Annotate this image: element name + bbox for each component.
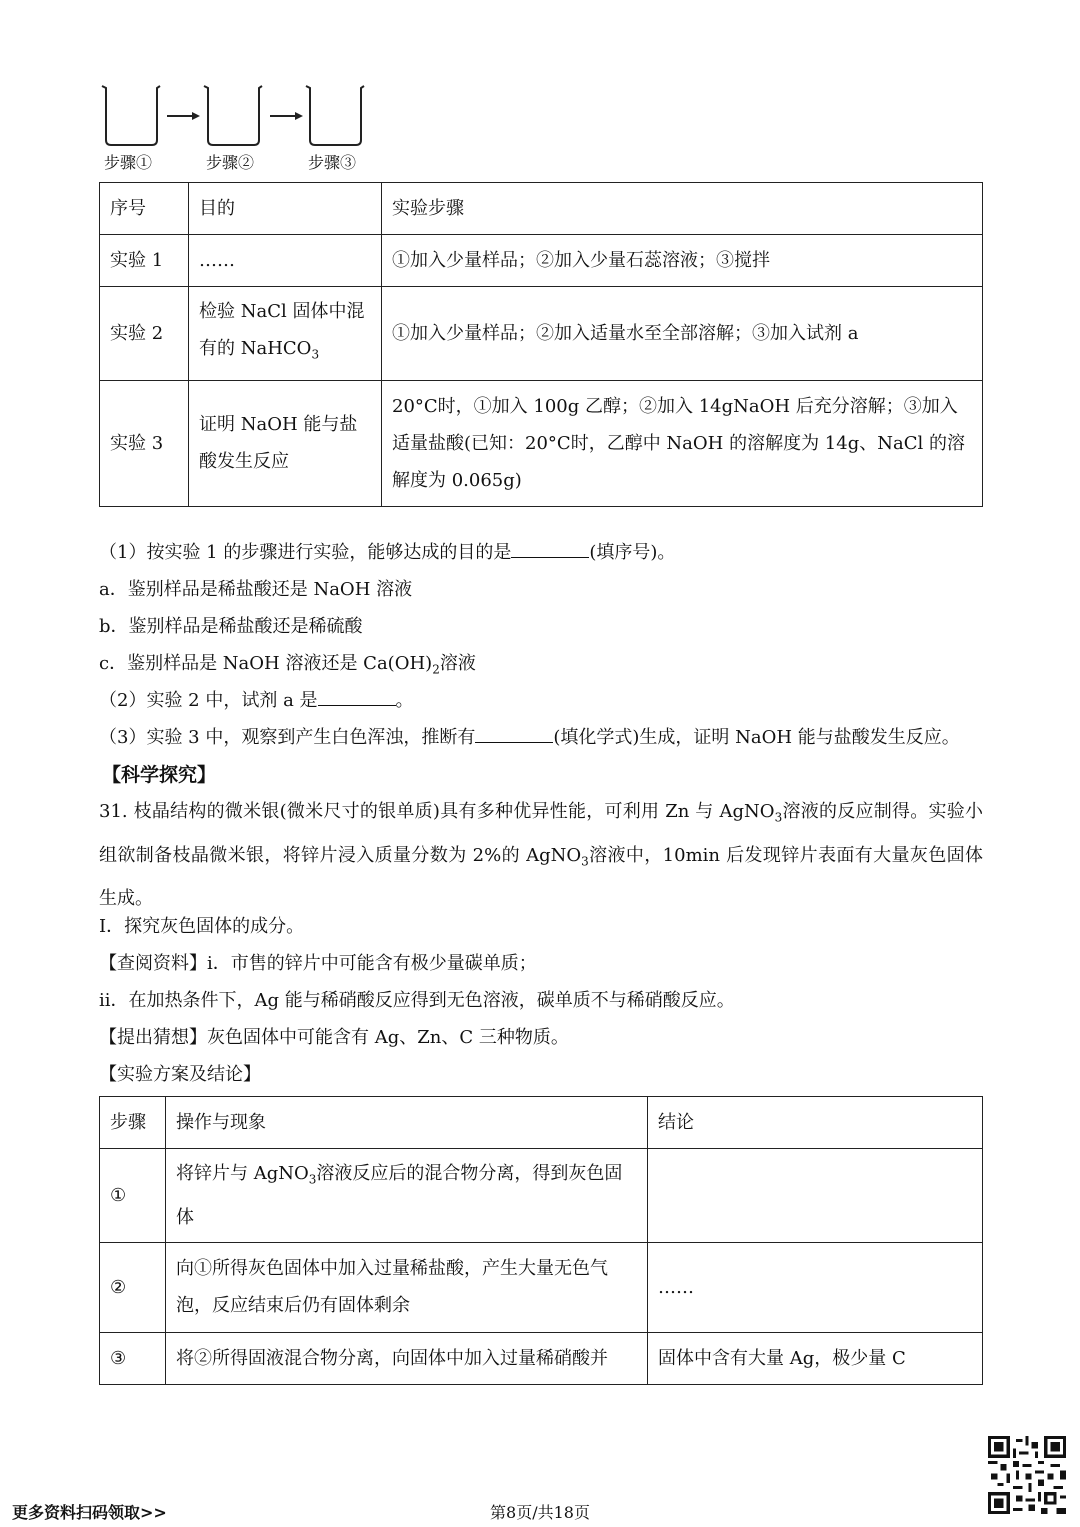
experiment-table bbox=[99, 182, 983, 507]
header-cell: 步骤 bbox=[100, 1097, 166, 1149]
plan-table bbox=[99, 1096, 983, 1385]
question-2: （2）实验 2 中，试剂 a 是 。 bbox=[99, 690, 414, 711]
question-1: （1）按实验 1 的步骤进行实验，能够达成的目的是 (填序号)。 bbox=[99, 542, 676, 563]
row-steps: ①加入少量样品；②加入少量石蕊溶液；③搅拌 bbox=[382, 235, 983, 287]
table-header-row bbox=[100, 183, 983, 235]
arrow-icon bbox=[295, 112, 303, 120]
row-conclusion: …… bbox=[648, 1242, 983, 1332]
row-purpose: 证明 NaOH 能与盐酸发生反应 bbox=[189, 380, 382, 506]
reference-i: 【查阅资料】i．市售的锌片中可能含有极少量碳单质； bbox=[99, 953, 537, 974]
beaker-1 bbox=[102, 86, 160, 145]
question-31: 31. 枝晶结构的微米银(微米尺寸的银单质)具有多种优异性能，可利用 Zn 与 AgNO$_3$溶液的反应制得。实验小组欲制备枝晶微米银，将锌片浸入质量分数为 2%的 AgNO$_3$溶液中，10min 后发现锌片表面有大量灰色固体生成。 bbox=[99, 801, 984, 910]
question-3: （3）实验 3 中，观察到产生白色浑浊，推断有 (填化学式)生成，证明 NaOH 能与盐酸发生反应。 bbox=[99, 727, 960, 748]
table-row bbox=[100, 1332, 983, 1384]
header-cell: 结论 bbox=[648, 1097, 983, 1149]
option-c: c．鉴别样品是 NaOH 溶液还是 $Ca(OH)_2$溶液 bbox=[99, 653, 476, 677]
row-step: ③ bbox=[100, 1332, 166, 1384]
header-cell: 目的 bbox=[189, 183, 382, 235]
row-id: 实验 2 bbox=[100, 287, 189, 381]
footer-promo-link[interactable]: 更多资料扫码领取>> bbox=[12, 1503, 167, 1522]
table-row bbox=[100, 380, 983, 506]
arrow-icon bbox=[192, 112, 200, 120]
row-steps: ①加入少量样品；②加入适量水至全部溶解；③加入试剂 a bbox=[382, 287, 983, 381]
beaker-2 bbox=[204, 86, 262, 145]
table-header-row bbox=[100, 1097, 983, 1149]
table-row bbox=[100, 235, 983, 287]
header-cell: 实验步骤 bbox=[382, 183, 983, 235]
plan-heading: 【实验方案及结论】 bbox=[99, 1064, 261, 1085]
header-cell: 操作与现象 bbox=[166, 1097, 648, 1149]
row-operation: 将锌片与 AgNO$_3$溶液反应后的混合物分离，得到灰色固体 bbox=[166, 1149, 648, 1243]
beaker-3 bbox=[306, 86, 364, 145]
step-label-1: 步骤① bbox=[104, 153, 153, 172]
row-steps: 20°C时，①加入 100g 乙醇；②加入 14gNaOH 后充分溶解；③加入适量盐酸(已知：20°C时，乙醇中 NaOH 的溶解度为 14g、NaCl 的溶解度为 0.065g) bbox=[382, 380, 983, 506]
row-id: 实验 3 bbox=[100, 380, 189, 506]
option-a: a．鉴别样品是稀盐酸还是 NaOH 溶液 bbox=[99, 579, 413, 600]
table-row bbox=[100, 287, 983, 381]
row-step: ② bbox=[100, 1242, 166, 1332]
answer-blank[interactable] bbox=[511, 541, 589, 558]
row-conclusion bbox=[648, 1149, 983, 1243]
answer-blank[interactable] bbox=[318, 689, 396, 706]
row-operation: 向①所得灰色固体中加入过量稀盐酸，产生大量无色气泡，反应结束后仍有固体剩余 bbox=[166, 1242, 648, 1332]
header-cell: 序号 bbox=[100, 183, 189, 235]
table-row bbox=[100, 1149, 983, 1243]
option-b: b．鉴别样品是稀盐酸还是稀硫酸 bbox=[99, 616, 363, 637]
step-label-3: 步骤③ bbox=[308, 153, 357, 172]
part-1-heading: I．探究灰色固体的成分。 bbox=[99, 916, 305, 937]
row-conclusion: 固体中含有大量 Ag，极少量 C bbox=[648, 1332, 983, 1384]
answer-blank[interactable] bbox=[475, 726, 553, 743]
row-purpose: 检验 NaCl 固体中混有的 NaHCO$_3$ bbox=[189, 287, 382, 381]
reference-ii: ii．在加热条件下，Ag 能与稀硝酸反应得到无色溶液，碳单质不与稀硝酸反应。 bbox=[99, 990, 735, 1011]
row-id: 实验 1 bbox=[100, 235, 189, 287]
hypothesis: 【提出猜想】灰色固体中可能含有 Ag、Zn、C 三种物质。 bbox=[99, 1027, 569, 1048]
page-number: 第8页/共18页 bbox=[490, 1503, 590, 1522]
section-title: 【科学探究】 bbox=[102, 764, 217, 786]
table-row bbox=[100, 1242, 983, 1332]
row-operation: 将②所得固液混合物分离，向固体中加入过量稀硝酸并 bbox=[166, 1332, 648, 1384]
step-label-2: 步骤② bbox=[206, 153, 255, 172]
row-purpose: …… bbox=[189, 235, 382, 287]
row-step: ① bbox=[100, 1149, 166, 1243]
